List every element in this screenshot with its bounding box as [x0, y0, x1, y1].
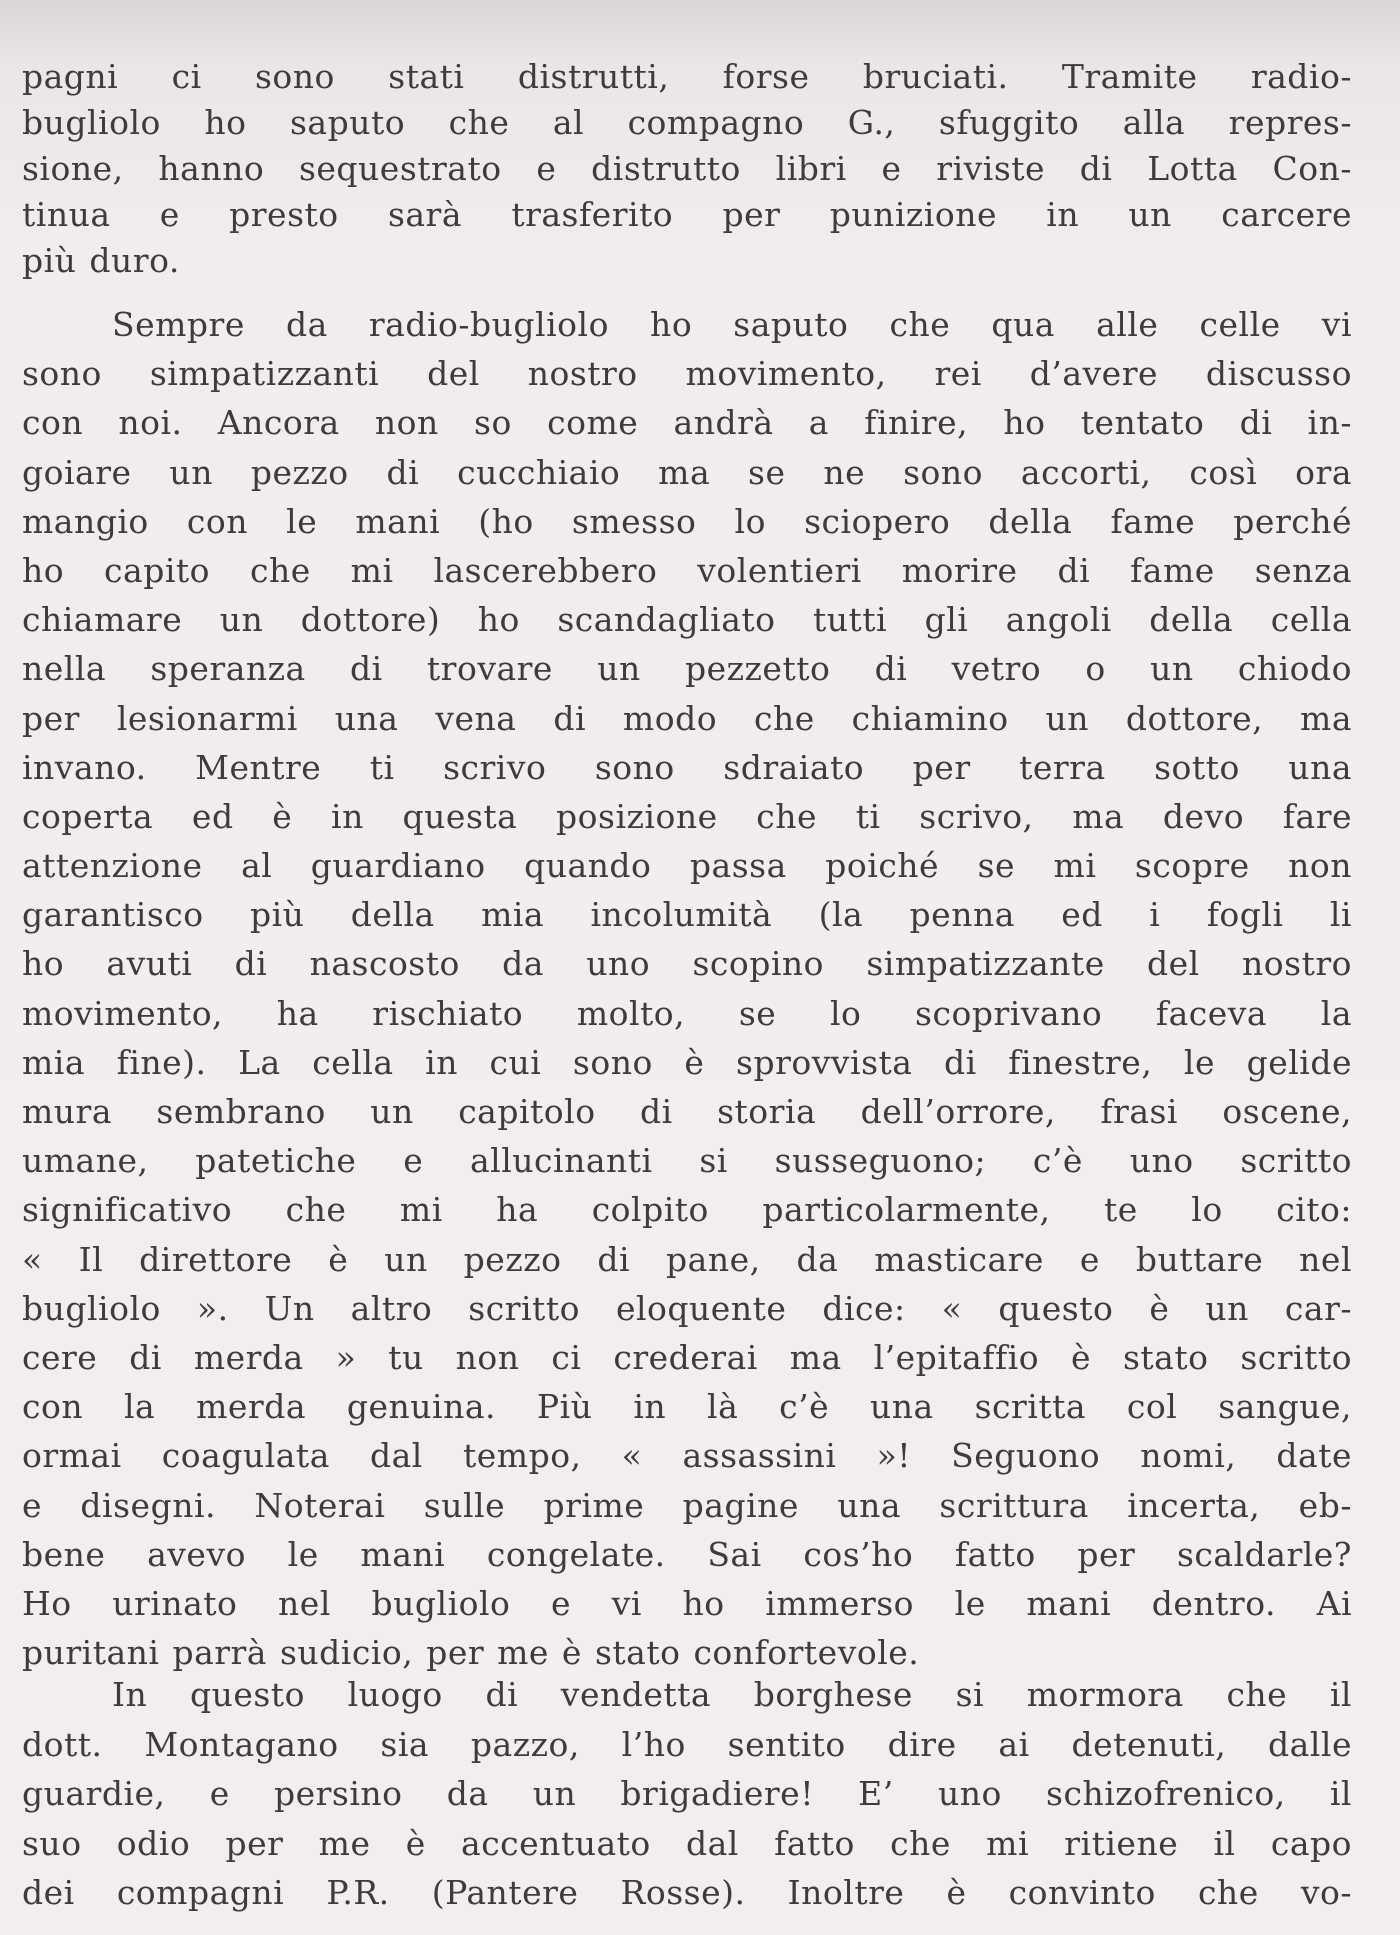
- text-line: mangio con le mani (ho smesso lo sciopero della fame perché: [22, 501, 1352, 541]
- text-line: attenzione al guardiano quando passa poiché se mi scopre non: [22, 846, 1352, 886]
- text-line: con la merda genuina. Più in là c’è una scritta col sangue,: [22, 1387, 1352, 1427]
- paragraph-3: [22, 1670, 1352, 1918]
- text-line: ho capito che mi lascerebbero volentieri morire di fame senza: [22, 550, 1352, 590]
- text-line: mia fine). La cella in cui sono è sprovvista di finestre, le gelide: [22, 1042, 1352, 1082]
- text-line: garantisco più della mia incolumità (la penna ed i fogli li: [22, 895, 1352, 935]
- text-line: e disegni. Noterai sulle prime pagine una scrittura incerta, eb-: [22, 1485, 1352, 1525]
- text-line: bugliolo ». Un altro scritto eloquente dice: « questo è un car-: [22, 1288, 1352, 1328]
- text-line: nella speranza di trovare un pezzetto di vetro o un chiodo: [22, 649, 1352, 689]
- text-line: Sempre da radio-bugliolo ho saputo che qua alle celle vi: [112, 305, 1352, 344]
- text-line: suo odio per me è accentuato dal fatto che mi ritiene il capo: [22, 1823, 1352, 1863]
- text-line: « Il direttore è un pezzo di pane, da masticare e buttare nel: [22, 1239, 1352, 1279]
- text-line: per lesionarmi una vena di modo che chiamino un dottore, ma: [22, 698, 1352, 738]
- text-line: chiamare un dottore) ho scandagliato tutti gli angoli della cella: [22, 600, 1352, 640]
- paragraph-2: [22, 300, 1352, 1677]
- paragraph-1: [22, 54, 1352, 284]
- text-line: mura sembrano un capitolo di storia dell’orrore, frasi oscene,: [22, 1092, 1352, 1131]
- text-line: dott. Montagano sia pazzo, l’ho sentito dire ai detenuti, dalle: [22, 1724, 1352, 1764]
- text-line: più duro.: [22, 241, 180, 280]
- text-line: pagni ci sono stati distrutti, forse bruciati. Tramite radio-: [22, 57, 1352, 96]
- text-line: puritani parrà sudicio, per me è stato confortevole.: [22, 1633, 920, 1673]
- text-line: umane, patetiche e allucinanti si susseguono; c’è uno scritto: [22, 1141, 1352, 1181]
- text-line: sione, hanno sequestrato e distrutto libri e riviste di Lotta Con-: [22, 149, 1352, 188]
- text-line: dei compagni P.R. (Pantere Rosse). Inoltre è convinto che vo-: [22, 1873, 1352, 1913]
- text-line: guardie, e persino da un brigadiere! E’ uno schizofrenico, il: [22, 1774, 1352, 1814]
- text-line: con noi. Ancora non so come andrà a finire, ho tentato di in-: [22, 403, 1352, 443]
- text-line: tinua e presto sarà trasferito per punizione in un carcere: [22, 195, 1352, 234]
- text-line: ho avuti di nascosto da uno scopino simpatizzante del nostro: [22, 944, 1352, 984]
- text-line: bugliolo ho saputo che al compagno G., sfuggito alla repres-: [22, 103, 1352, 142]
- text-line: movimento, ha rischiato molto, se lo scoprivano faceva la: [22, 993, 1352, 1033]
- text-line: invano. Mentre ti scrivo sono sdraiato per terra sotto una: [22, 747, 1352, 787]
- text-line: goiare un pezzo di cucchiaio ma se ne sono accorti, così ora: [22, 452, 1352, 492]
- text-line: bene avevo le mani congelate. Sai cos’ho fatto per scaldarle?: [22, 1534, 1352, 1574]
- text-line: significativo che mi ha colpito particolarmente, te lo cito:: [22, 1190, 1352, 1230]
- text-line: ormai coagulata dal tempo, « assassini »! Seguono nomi, date: [22, 1436, 1352, 1476]
- text-line: sono simpatizzanti del nostro movimento, rei d’avere discusso: [22, 354, 1352, 394]
- text-line: coperta ed è in questa posizione che ti scrivo, ma devo fare: [22, 796, 1352, 836]
- text-line: In questo luogo di vendetta borghese si mormora che il: [112, 1675, 1352, 1714]
- text-line: cere di merda » tu non ci crederai ma l’epitaffio è stato scritto: [22, 1337, 1352, 1377]
- text-line: Ho urinato nel bugliolo e vi ho immerso le mani dentro. Ai: [22, 1583, 1352, 1623]
